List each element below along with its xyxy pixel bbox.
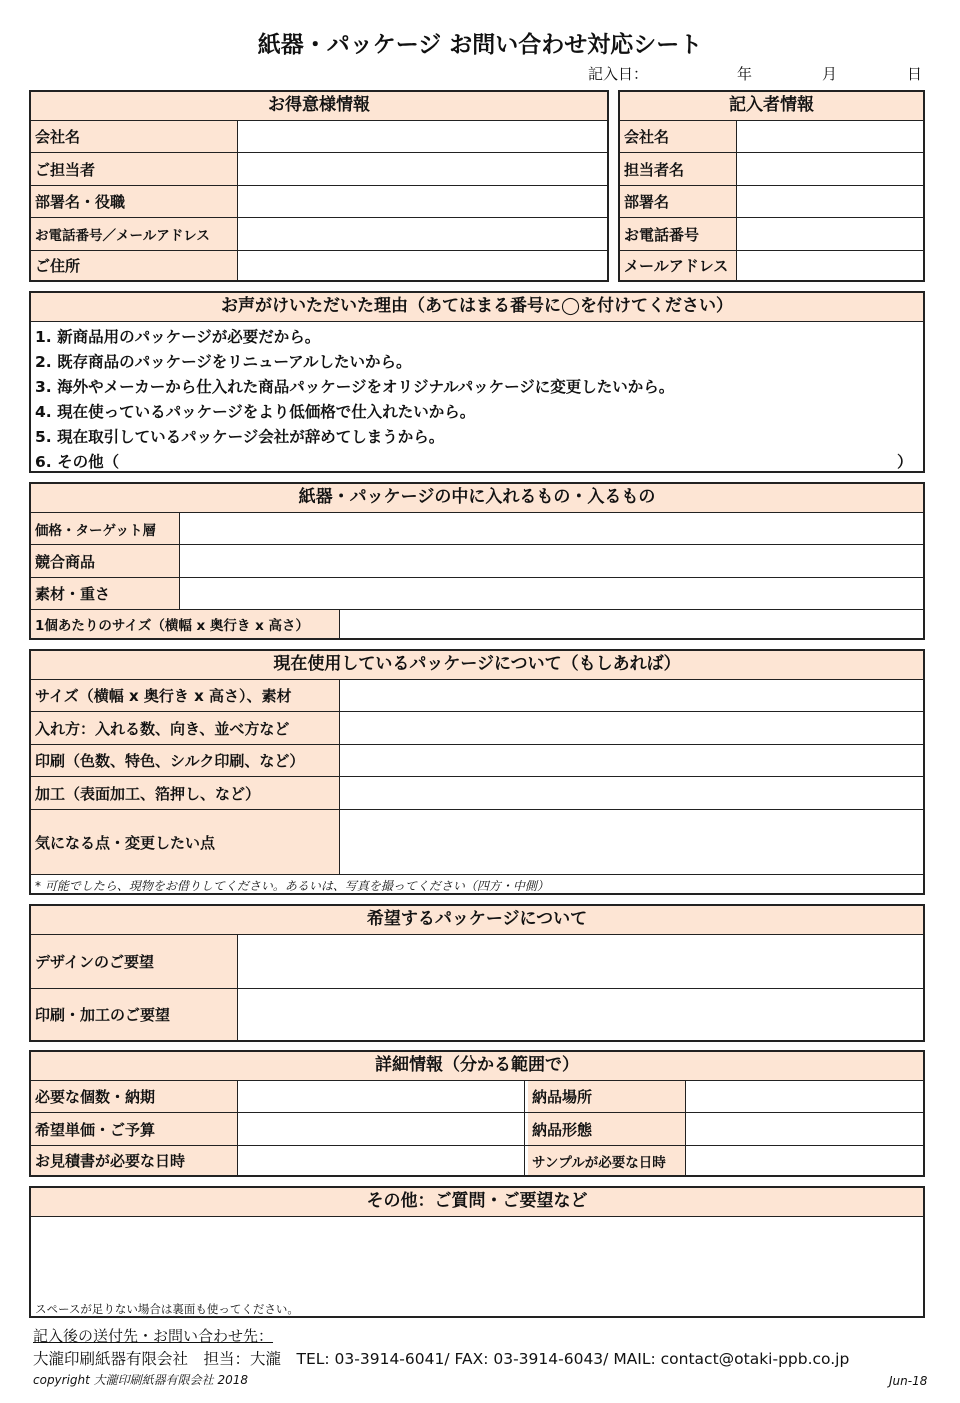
quantity-deadline-field[interactable] <box>238 1081 525 1112</box>
entry-date-month: 月 <box>822 65 838 83</box>
writer-email-field[interactable] <box>737 251 923 280</box>
contents-header: 紙器・パッケージの中に入れるもの・入るもの <box>31 484 923 513</box>
reason-item-3[interactable]: 3. 海外やメーカーから仕入れた商品パッケージをオリジナルパッケージに変更したいから。 <box>35 378 675 396</box>
desired-row <box>31 935 923 989</box>
contents-row <box>31 545 923 578</box>
delivery-form-field[interactable] <box>686 1113 923 1145</box>
writer-phone-field[interactable] <box>737 218 923 250</box>
writer-company-field[interactable] <box>737 121 923 152</box>
send-to-label: 記入後の送付先・お問い合わせ先： <box>33 1327 274 1345</box>
current-package-section <box>29 649 925 895</box>
other-section <box>29 1186 925 1318</box>
reason-item-6[interactable]: 6. その他（ <box>35 453 120 471</box>
current-package-header: 現在使用しているパッケージについて（もしあれば） <box>31 651 923 680</box>
customer-dept-field[interactable] <box>238 186 607 217</box>
customer-row <box>31 121 607 153</box>
customer-company-label: 会社名 <box>31 121 238 152</box>
delivery-form-label: 納品形態 <box>528 1113 686 1145</box>
current-size-field[interactable] <box>340 680 923 711</box>
reasons-header: お声がけいただいた理由（あてはまる番号に◯を付けてください） <box>31 293 923 322</box>
competitor-label: 競合商品 <box>31 545 180 577</box>
details-section <box>29 1050 925 1177</box>
customer-contact-field[interactable] <box>238 153 607 185</box>
reason-item-2[interactable]: 2. 既存商品のパッケージをリニューアルしたいから。 <box>35 353 412 371</box>
other-header: その他：ご質問・ご要望など <box>31 1188 923 1217</box>
reason-other-close-paren: ） <box>897 453 913 471</box>
price-target-label: 価格・ターゲット層 <box>31 513 180 544</box>
writer-info-section <box>618 90 925 282</box>
customer-row <box>31 153 607 186</box>
print-process-request-field[interactable] <box>238 989 923 1040</box>
writer-name-field[interactable] <box>737 153 923 185</box>
customer-info-header: お得意様情報 <box>31 92 607 121</box>
writer-company-label: 会社名 <box>620 121 737 152</box>
sample-date-label: サンプルが必要な日時 <box>528 1146 686 1175</box>
customer-row <box>31 218 607 251</box>
entry-date-year: 年 <box>737 65 753 83</box>
contents-row <box>31 610 923 638</box>
current-row <box>31 777 923 810</box>
item-size-field[interactable] <box>340 610 923 638</box>
customer-address-field[interactable] <box>238 251 607 280</box>
page-title: 紙器・パッケージ お問い合わせ対応シート <box>257 32 703 58</box>
current-row <box>31 712 923 745</box>
processing-field[interactable] <box>340 777 923 809</box>
current-row <box>31 810 923 875</box>
reason-item-4[interactable]: 4. 現在使っているパッケージをより低価格で仕入れたいから。 <box>35 403 476 421</box>
customer-row <box>31 186 607 218</box>
writer-phone-label: お電話番号 <box>620 218 737 250</box>
customer-info-section <box>29 90 609 282</box>
version-date: Jun-18 <box>889 1374 928 1388</box>
design-request-label: デザインのご要望 <box>31 935 238 988</box>
writer-row <box>620 218 923 251</box>
current-package-note: * 可能でしたら、現物をお借りしてください。あるいは、写真を撮ってください（四方・中側） <box>35 879 549 893</box>
writer-email-label: メールアドレス <box>620 251 737 280</box>
printing-label: 印刷（色数、特色、シルク印刷、など） <box>31 745 340 776</box>
unit-price-budget-field[interactable] <box>238 1113 525 1145</box>
writer-dept-field[interactable] <box>737 186 923 217</box>
customer-phone-field[interactable] <box>238 218 607 250</box>
customer-address-label: ご住所 <box>31 251 238 280</box>
details-row <box>31 1113 923 1146</box>
current-row <box>31 745 923 777</box>
packing-method-label: 入れ方：入れる数、向き、並べ方など <box>31 712 340 744</box>
material-weight-field[interactable] <box>180 578 923 609</box>
print-process-request-label: 印刷・加工のご要望 <box>31 989 238 1040</box>
price-target-field[interactable] <box>180 513 923 544</box>
writer-dept-label: 部署名 <box>620 186 737 217</box>
writer-row <box>620 186 923 218</box>
details-row <box>31 1146 923 1175</box>
desired-package-header: 希望するパッケージについて <box>31 906 923 935</box>
unit-price-budget-label: 希望単価・ご予算 <box>31 1113 238 1145</box>
reasons-section <box>29 291 925 473</box>
other-note: スペースが足りない場合は裏面も使ってください。 <box>35 1302 299 1316</box>
sample-date-field[interactable] <box>686 1146 923 1175</box>
concerns-label: 気になる点・変更したい点 <box>31 810 340 874</box>
printing-field[interactable] <box>340 745 923 776</box>
material-weight-label: 素材・重さ <box>31 578 180 609</box>
customer-dept-label: 部署名・役職 <box>31 186 238 217</box>
customer-row <box>31 251 607 280</box>
current-size-label: サイズ（横幅 x 奥行き x 高さ）、素材 <box>31 680 340 711</box>
estimate-date-label: お見積書が必要な日時 <box>31 1146 238 1175</box>
estimate-date-field[interactable] <box>238 1146 525 1175</box>
processing-label: 加工（表面加工、箔押し、など） <box>31 777 340 809</box>
quantity-deadline-label: 必要な個数・納期 <box>31 1081 238 1112</box>
desired-row <box>31 989 923 1040</box>
item-size-label: 1個あたりのサイズ（横幅 x 奥行き x 高さ） <box>31 610 340 638</box>
packing-method-field[interactable] <box>340 712 923 744</box>
desired-package-section <box>29 904 925 1042</box>
competitor-field[interactable] <box>180 545 923 577</box>
writer-name-label: 担当者名 <box>620 153 737 185</box>
customer-phone-label: お電話番号／メールアドレス <box>31 218 238 250</box>
copyright: copyright 大瀧印刷紙器有限会社 2018 <box>33 1373 249 1387</box>
design-request-field[interactable] <box>238 935 923 988</box>
reason-item-5[interactable]: 5. 現在取引しているパッケージ会社が辞めてしまうから。 <box>35 428 445 446</box>
customer-contact-label: ご担当者 <box>31 153 238 185</box>
writer-row <box>620 121 923 153</box>
entry-date-label: 記入日： <box>588 65 649 83</box>
entry-date-day: 日 <box>907 65 923 83</box>
company-contact: 大瀧印刷紙器有限会社 担当：大瀧 TEL: 03-3914-6041/ FAX: 03-3914-6043/ MAIL: contact@otaki-ppb.co.jp <box>33 1350 850 1368</box>
customer-company-field[interactable] <box>238 121 607 152</box>
reason-item-1[interactable]: 1. 新商品用のパッケージが必要だから。 <box>35 328 321 346</box>
writer-row <box>620 251 923 280</box>
current-row <box>31 680 923 712</box>
contents-row <box>31 513 923 545</box>
delivery-place-label: 納品場所 <box>528 1081 686 1112</box>
concerns-field[interactable] <box>340 810 923 874</box>
contents-section <box>29 482 925 640</box>
delivery-place-field[interactable] <box>686 1081 923 1112</box>
writer-info-header: 記入者情報 <box>620 92 923 121</box>
details-row <box>31 1081 923 1113</box>
writer-row <box>620 153 923 186</box>
contents-row <box>31 578 923 610</box>
details-header: 詳細情報（分かる範囲で） <box>31 1052 923 1081</box>
